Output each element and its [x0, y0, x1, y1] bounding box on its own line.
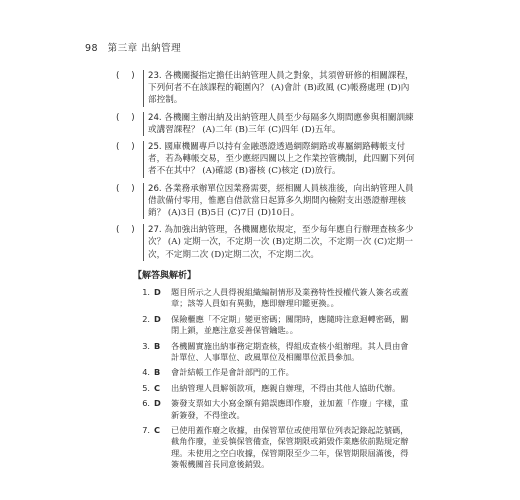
- answer-explanation: 各機關實施出納事務定期查核，得組成查核小組辦理。其人員由會計單位、人事單位、政風單位及相關單位派員參加。: [171, 340, 409, 363]
- answer-letter: D: [154, 287, 161, 297]
- answer-item: [133, 287, 415, 310]
- question-number: 23.: [148, 71, 162, 81]
- question-text: 各機關主辦出納及出納管理人員至少每隔多久期間應參與相關訓練或講習課程？ (A)二年 (B)三年 (C)四年 (D)五年。: [148, 112, 414, 135]
- answer-letter: B: [154, 367, 161, 378]
- answer-item: [133, 425, 415, 471]
- answer-explanation: 已使用蓋作廢之收據，由保管單位或使用單位列表記錄起訖號碼，截角作廢，並妥慎保管備查，保管期限或銷毀作業應依前點規定辦理。未使用之空白收據，保管期限至少二年，保管期限屆滿後，得簽報機關首長同意後銷毀。: [171, 425, 409, 470]
- answer-explanation: 簽發支票如大小寫金額有錯誤應即作廢，並加蓋「作廢」字樣，重新簽發，不得塗改。: [171, 398, 409, 420]
- answer-explanation: 出納管理人員解領款項，應親自辦理，不得由其他人協助代辦。: [171, 382, 401, 393]
- question-number: 26.: [148, 183, 162, 194]
- answer-blank: ( ): [115, 142, 136, 153]
- question-body: [143, 112, 415, 136]
- question-item: [115, 224, 415, 261]
- answer-blank: ( ): [115, 112, 136, 123]
- question-list: [115, 70, 415, 266]
- question-text: 國庫機關專戶以持有金融憑證透過網際網路或專屬網路轉帳支付者，若為轉帳交易，至少應經四關以上之作業控管機制，此四關下列何者不在其中？ (A)確認 (B)審核 (C)核定 (D)放行。: [148, 142, 415, 177]
- answer-letter: C: [154, 425, 161, 436]
- answer-number: 2.: [142, 313, 150, 324]
- question-text: 各業務承辦單位因業務需要，經相關人員核准後，向出納管理人員借款備付零用，惟應自借款當日起算多久期間內檢附支出憑證辦理核銷？ (A)3日 (B)5日 (C)7日 (D)10日。: [148, 183, 414, 219]
- answer-item: [133, 341, 415, 364]
- page-number: 98: [85, 43, 99, 54]
- chapter-title: 出納管理: [141, 43, 182, 54]
- answer-item: [133, 314, 415, 337]
- answer-letter: B: [154, 340, 161, 351]
- answer-blank: ( ): [115, 71, 136, 81]
- answer-explanation: 保險櫃應「不定期」變更密碼；關閉時，應隨時注意迴轉密碼，關閉上鎖，並應注意妥善保管鑰匙。。: [171, 313, 409, 336]
- answer-blank: ( ): [115, 225, 136, 236]
- question-number: 25.: [148, 142, 162, 153]
- answer-number: 6.: [142, 398, 150, 409]
- question-item: [115, 141, 415, 178]
- question-body: [143, 183, 415, 220]
- answer-explanation: 題目所示之人員得視組織編制情形及業務特性授權代簽人簽名或蓋章；該等人員如有異動，應即辦理印鑑更換。。: [171, 287, 409, 309]
- question-body: [143, 224, 415, 261]
- question-body: [143, 141, 415, 178]
- question-body: [143, 70, 415, 107]
- question-item: [115, 112, 415, 136]
- answer-section-title: 【解答與解析】: [133, 271, 197, 281]
- question-text: 各機關擬指定擔任出納管理人員之對象，其須曾研修的相關課程，下列何者不在該課程的範圍內？ (A)會計 (B)政風 (C)帳務處理 (D)內部控制。: [148, 71, 414, 106]
- question-item: [115, 70, 415, 107]
- answer-number: 5.: [142, 382, 150, 393]
- answer-number: 3.: [142, 340, 150, 351]
- answer-number: 7.: [142, 425, 150, 436]
- answer-number: 1.: [142, 287, 150, 297]
- question-text: 為加強出納管理，各機關應依規定，至少每年應自行辦理查核多少次？ (A) 定期一次，不定期一次 (B)定期二次，不定期一次 (C)定期一次，不定期二次 (D)定期二次，不定期二次。: [148, 225, 414, 260]
- answer-number: 4.: [142, 367, 150, 378]
- page-header: [85, 40, 181, 54]
- answer-letter: D: [154, 398, 161, 409]
- answer-explanation: 會計結帳工作是會計部門的工作。: [171, 367, 294, 378]
- question-number: 27.: [148, 225, 162, 236]
- answer-section: [133, 268, 415, 475]
- answer-blank: ( ): [115, 183, 136, 194]
- answer-letter: C: [154, 382, 161, 393]
- answer-letter: D: [154, 313, 161, 324]
- answer-item: [133, 367, 415, 378]
- answer-item: [133, 383, 415, 394]
- question-number: 24.: [148, 112, 162, 123]
- answer-item: [133, 398, 415, 421]
- chapter-label: 第三章: [107, 43, 138, 54]
- question-item: [115, 183, 415, 220]
